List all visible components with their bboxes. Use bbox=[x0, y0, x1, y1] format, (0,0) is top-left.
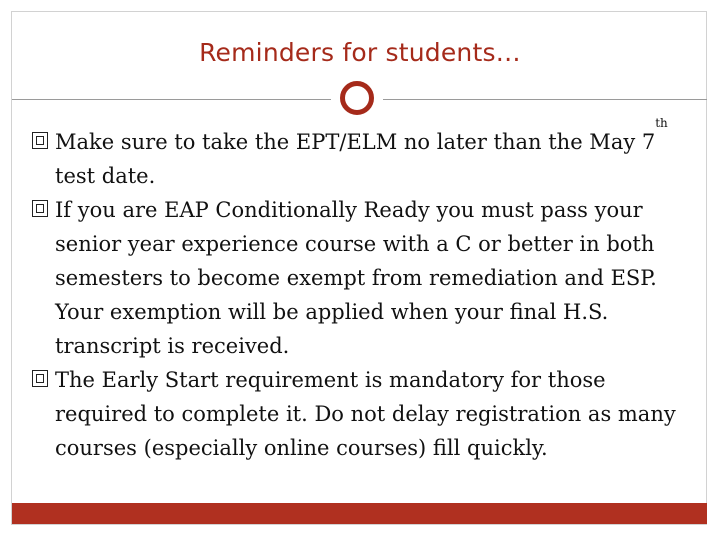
bullet-item-early-start bbox=[32, 363, 697, 465]
bullet-item-eap bbox=[32, 193, 697, 363]
square-bullet-icon bbox=[32, 200, 48, 217]
bullet-superscript: th bbox=[655, 116, 668, 130]
square-bullet-icon bbox=[32, 370, 48, 387]
bullet-text-start: Make sure to take the EPT/ELM no later than the May 7 bbox=[55, 130, 656, 154]
slide-title: Reminders for students… bbox=[199, 38, 521, 67]
bullet-text: The Early Start requirement is mandatory for those required to complete it. Do not delay registration as many courses (especially online courses) fill quickly. bbox=[55, 368, 676, 460]
bullet-text: If you are EAP Conditionally Ready you must pass your senior year experience course with a C or better in both semesters to become exempt from remediation and ESP. Your exemption will be applied when your final H.S. transcript is received. bbox=[55, 198, 657, 358]
bullet-text-end: test date. bbox=[55, 164, 156, 188]
reminder-bullet-list bbox=[32, 116, 697, 465]
ring-divider-icon bbox=[340, 81, 374, 115]
footer-bar bbox=[12, 503, 707, 524]
square-bullet-icon bbox=[32, 132, 48, 149]
bullet-item-ept-elm bbox=[32, 116, 697, 193]
